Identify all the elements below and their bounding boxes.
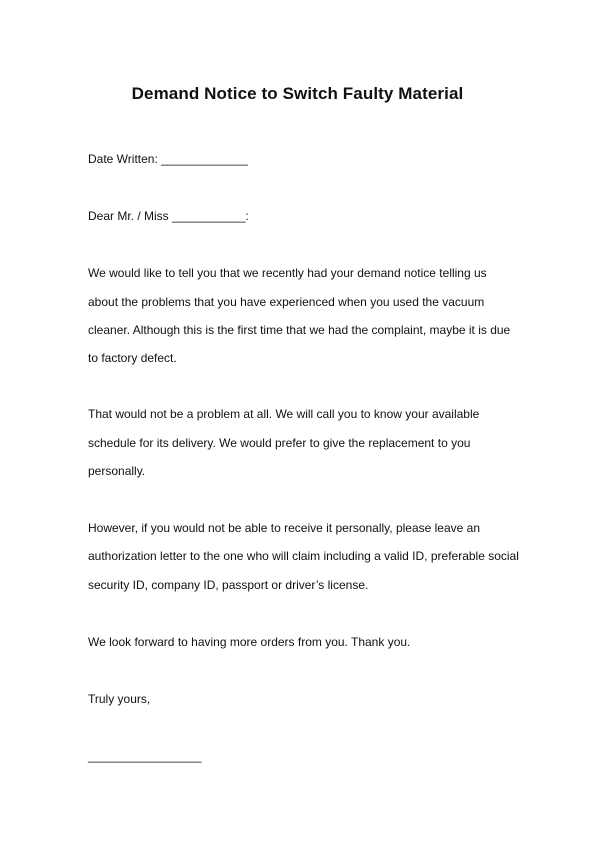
signature-line: _________________	[88, 749, 202, 763]
paragraph-line: security ID, company ID, passport or driver’s license.	[88, 578, 369, 592]
paragraph-line: cleaner. Although this is the first time that we had the complaint, maybe it is due	[88, 323, 511, 337]
paragraph-line: schedule for its delivery. We would prefer to give the replacement to you	[88, 436, 471, 450]
closing-paragraph: We look forward to having more orders from you. Thank you.	[88, 635, 411, 649]
paragraph-line: That would not be a problem at all. We will call you to know your available	[88, 407, 480, 421]
document-title: Demand Notice to Switch Faulty Material	[131, 84, 464, 103]
paragraph-line: However, if you would not be able to receive it personally, please leave an	[88, 521, 481, 535]
paragraph-line: about the problems that you have experienced when you used the vacuum	[88, 295, 485, 309]
salutation: Dear Mr. / Miss ___________:	[88, 209, 249, 223]
paragraph-line: to factory defect.	[88, 351, 177, 365]
sign-off: Truly yours,	[88, 692, 151, 706]
paragraph-line: personally.	[88, 464, 146, 478]
date-written-line: Date Written: _____________	[88, 152, 248, 166]
paragraph-line: We would like to tell you that we recently had your demand notice telling us	[88, 266, 487, 280]
paragraph-line: authorization letter to the one who will claim including a valid ID, preferable social	[88, 549, 519, 563]
